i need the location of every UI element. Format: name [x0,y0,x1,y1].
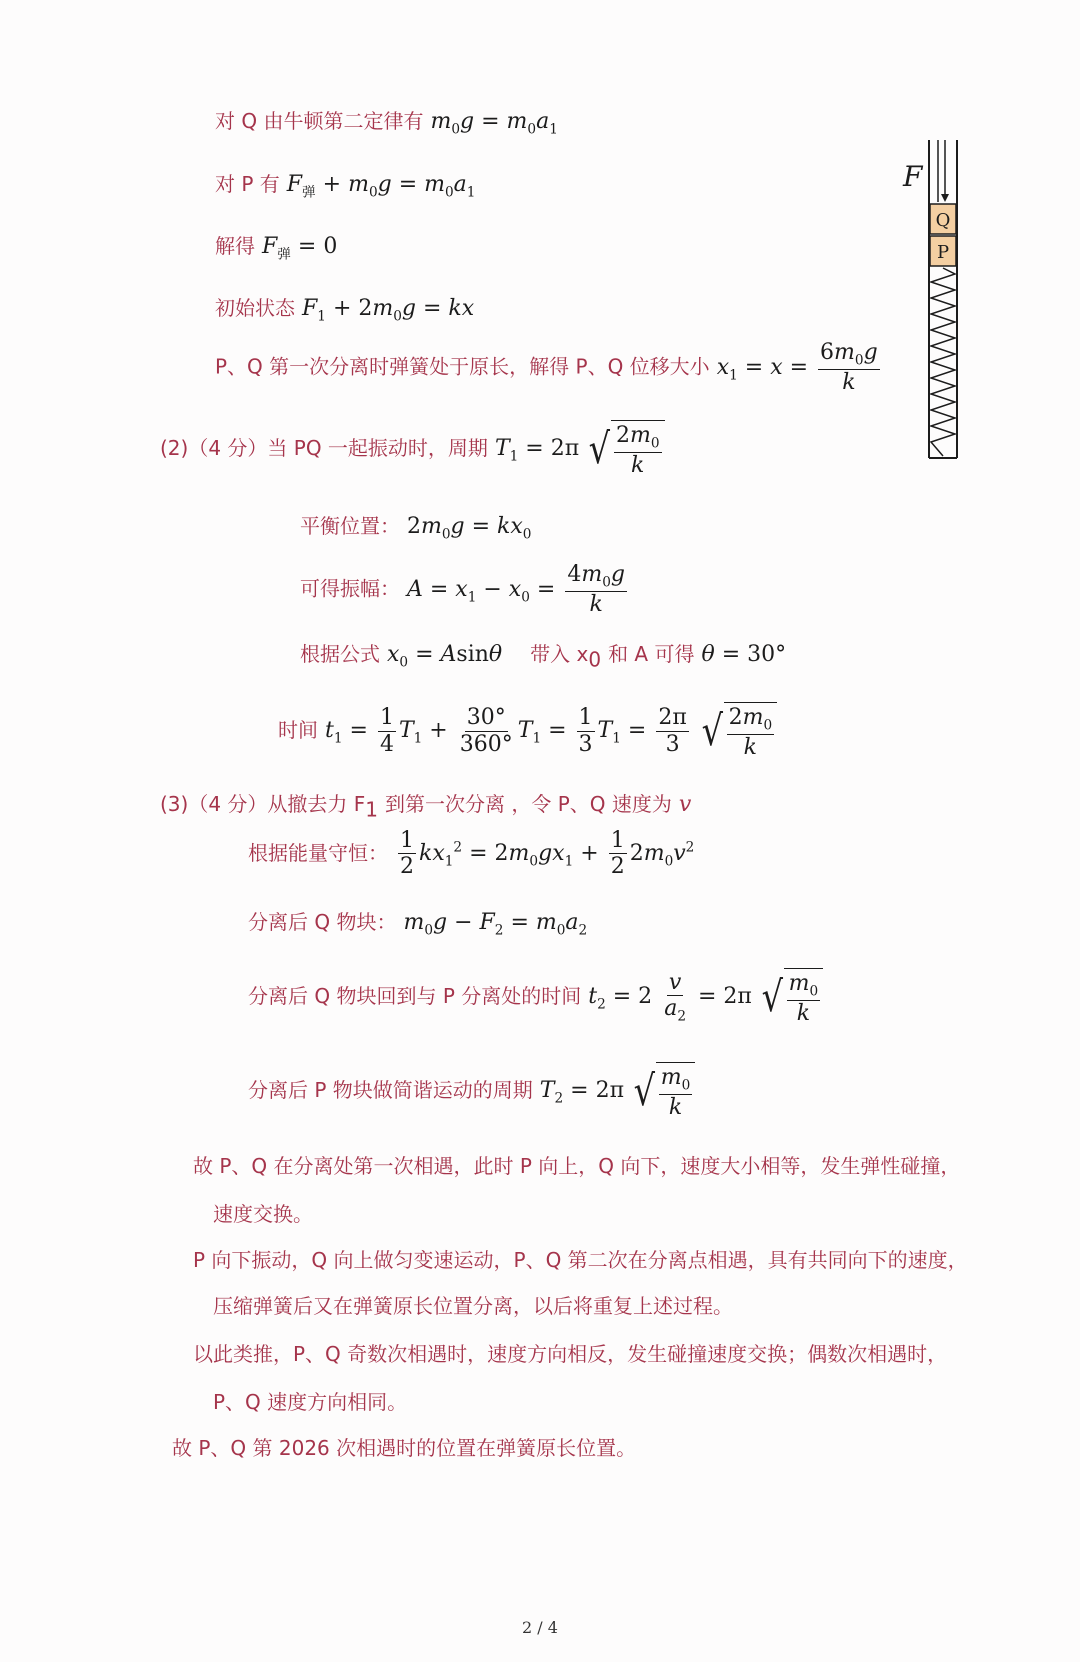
line-formula-theta: 根据公式 $x_0 = Asin\theta$ 带入 $x_0$ 和 A 可得 θ = 30° [300,642,787,672]
line-equilibrium: 平衡位置： $2m_0g = kx_0$ [300,514,532,543]
spring [931,268,955,456]
line-q-return: 分离后 Q 物块回到与 P 分离处的时间 $t_2 = 2$ $\frac{v}{a_2}$ = 2π √ $\frac{m_0}{k}$ [248,968,823,1026]
page-number: 2 / 4 [522,1618,558,1637]
line-amplitude: 可得振幅： $A = x_1 - x_0$ = $\frac{4m_0g}{k}$ [300,562,625,618]
conclusion-line-6: P、Q 速度方向相同。 [213,1390,408,1414]
line-separation-displacement: P、Q 第一次分离时弹簧处于原长，解得 P、Q 位移大小 $x_1 = x$ = $\frac{6m_0g}{k}$ [215,340,878,396]
part3-heading: (3)（4 分）从撤去力 $F_1$ 到第一次分离 ，令 P、Q 速度为 v [160,792,692,822]
line-p-force: 对 P 有 $F_弹 + m_0g = m_0a_1$ [215,172,476,201]
line-q-after: 分离后 Q 物块： $m_0g - F_2 = m_0a_2$ [248,910,588,939]
conclusion-line-7: 故 P、Q 第 2026 次相遇时的位置在弹簧原长位置。 [172,1436,637,1460]
line-solve-spring: 解得 $F_弹 = 0$ [215,234,338,263]
line-time-t1: 时间 $t_1$ = $\frac{1}{4}$ $T_1$ + $\frac{30^\circ}{360^\circ}$ $T_1$ = $\frac{1}{3}$ $T_1$ = $\frac{2\pi}{3}$ √ $\frac{2m_0}{k}$ [278,702,777,760]
conclusion-line-1: 故 P、Q 在分离处第一次相遇，此时 P 向上，Q 向下，速度大小相等，发生弹性碰撞， [193,1154,961,1178]
conclusion-line-3: P 向下振动，Q 向上做匀变速运动，P、Q 第二次在分离点相遇，具有共同向下的速度， [193,1248,968,1272]
line-q-newton: 对 Q 由牛顿第二定律有 $m_0g = m_0a_1$ [215,109,558,138]
line-energy: 根据能量守恒： $\frac{1}{2}$ $kx_1^2 = 2m_0gx_1$ + $\frac{1}{2}$ $2m_0v^2$ [248,828,695,880]
line-p-period: 分离后 P 物块做简谐运动的周期 $T_2 = 2\pi$ √ $\frac{m_0}{k}$ [248,1062,695,1120]
conclusion-line-5: 以此类推，P、Q 奇数次相遇时，速度方向相反，发生碰撞速度交换；偶数次相遇时， [193,1342,948,1366]
spring-diagram [895,140,975,462]
force-label: F [903,160,923,193]
line-initial-state: 初始状态 $F_1 + 2m_0g$ = kx [215,296,475,325]
conclusion-line-4: 压缩弹簧后又在弹簧原长位置分离，以后将重复上述过程。 [213,1294,733,1318]
conclusion-line-2: 速度交换。 [213,1202,313,1226]
block-p-label: P [936,242,950,263]
part2-heading: (2)（4 分）当 PQ 一起振动时，周期 $T_1 = 2\pi$ √ $\frac{2m_0}{k}$ [160,420,665,478]
block-q-label: Q [935,210,951,231]
